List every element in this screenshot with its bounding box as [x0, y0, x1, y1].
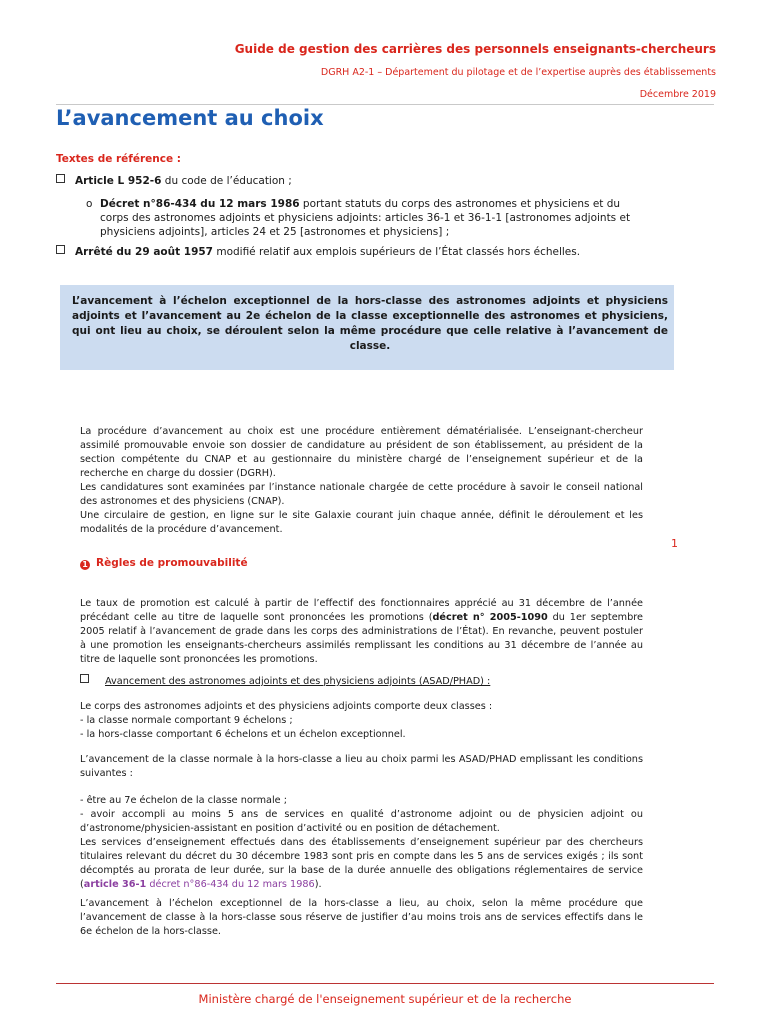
decree-reference: décret n° 2005-1090 [432, 612, 548, 623]
section-title: Règles de promouvabilité [96, 557, 248, 569]
corps-line-1: - la classe normale comportant 9 échelons ; [80, 715, 293, 726]
intro-paragraph [80, 425, 643, 537]
corps-line-2: - la hors-classe comportant 6 échelons et un échelon exceptionnel. [80, 729, 406, 740]
exceptional-echelon-paragraph: L’avancement à l’échelon exceptionnel de la hors-classe a lieu, au choix, selon la même procédure que l’avancement de classe à la hors-classe sous réserve de justifier d’au moins trois ans de services effectifs dans le 6e échelon de la hors-classe. [80, 898, 643, 937]
circle-bullet-icon: o [86, 198, 93, 210]
checkbox-square-icon [56, 245, 65, 254]
subheading-asad-phad: Avancement des astronomes adjoints et des physiciens adjoints (ASAD/PHAD) : [105, 676, 491, 687]
corps-intro: Le corps des astronomes adjoints et des physiciens adjoints comporte deux classes : [80, 701, 493, 712]
corps-description [80, 700, 643, 742]
condition-3 [80, 836, 643, 892]
reference-item-3 [56, 245, 656, 259]
numbered-bullet-icon: 1 [80, 560, 90, 570]
reference-text: du code de l’éducation ; [161, 175, 292, 187]
intro-p3: Une circulaire de gestion, en ligne sur le site Galaxie courant juin chaque année, définit le déroulement et les modalités de la procédure d’avancement. [80, 510, 643, 535]
condition-1: - être au 7e échelon de la classe normale ; [80, 795, 287, 806]
section-heading [80, 557, 248, 570]
intro-p1: La procédure d’avancement au choix est une procédure entièrement dématérialisée. L’enseignant-chercheur assimilé promouvable envoie son dossier de candidature au président de son établissement, au président de la section compétente du CNAP et au gestionnaire du ministère chargé de l’enseignement supérieur et de la recherche en charge du dossier (DGRH). [80, 426, 643, 479]
checkbox-square-icon [80, 674, 89, 683]
highlight-box-text: L’avancement à l’échelon exceptionnel de la hors-classe des astronomes adjoints et physiciens adjoints et l’avancement au 2e échelon de la classe exceptionnelle des astronomes et physiciens, qui ont lieu au choix, se déroulent selon la même procédure que celle relative à l’avancement de classe. [72, 295, 668, 352]
page-title: L’avancement au choix [56, 106, 324, 130]
promotion-rate-paragraph [80, 597, 643, 667]
reference-item-2 [86, 197, 645, 239]
subheading-row [80, 674, 643, 689]
conditions-list [80, 794, 643, 892]
footer-divider [56, 983, 714, 984]
checkbox-square-icon [56, 174, 65, 183]
condition-2: - avoir accompli au moins 5 ans de services en qualité d’astronome adjoint ou de physicien adjoint ou d’astronome/physicien-assistant en position d’activité ou en position de détachement. [80, 809, 643, 834]
hors-classe-conditions-intro: L’avancement de la classe normale à la hors-classe a lieu au choix parmi les ASAD/PHAD emplissant les conditions suivantes : [80, 754, 643, 779]
reference-bold: Arrêté du 29 août 1957 [75, 246, 213, 258]
header-date: Décembre 2019 [639, 89, 716, 100]
article-36-1-link[interactable]: article 36-1 décret n°86-434 du 12 mars 1986 [83, 879, 315, 890]
reference-item-1 [56, 174, 656, 188]
rate-text-b: du 1er septembre 2005 relatif à l’avancement de grade dans les corps des administrations de l’État). En revanche, peuvent postuler à une promotion les enseignants-chercheurs assimilés remplissant les conditions au 31 décembre de l’année au titre de laquelle sont prononcées les promotions. [80, 612, 643, 665]
header-guide-title: Guide de gestion des carrières des personnels enseignants-chercheurs [234, 42, 716, 56]
page-number: 1 [671, 537, 678, 550]
intro-p2: Les candidatures sont examinées par l’instance nationale chargée de cette procédure à savoir le conseil national des astronomes et des physiciens (CNAP). [80, 482, 643, 507]
rate-text-a: Le taux de promotion est calculé à partir de l’effectif des fonctionnaires apprécié au 31 décembre de l’année précédant celle au titre de laquelle sont prononcées les promotions ( [80, 598, 643, 623]
reference-bold: Décret n°86-434 du 12 mars 1986 [100, 198, 300, 210]
condition-3-text-a: Les services d’enseignement effectués dans des établissements d’enseignement supérieur par des chercheurs titulaires relevant du décret du 30 décembre 1983 sont pris en compte dans les 5 ans de services exigés ; ils sont décomptés au prorata de leur durée, sur la base de la durée annuelle des obligations réglementaires de service ( [80, 837, 643, 890]
reference-bold: Article L 952-6 [75, 175, 162, 187]
reference-text: modifié relatif aux emplois supérieurs de l’État classés hors échelles. [213, 246, 581, 258]
header-divider [56, 104, 714, 105]
references-heading: Textes de référence : [56, 153, 181, 165]
footer-ministry: Ministère chargé de l'enseignement supérieur et de la recherche [198, 992, 572, 1006]
header-department: DGRH A2-1 – Département du pilotage et de l’expertise auprès des établissements [320, 67, 716, 78]
condition-3-text-b: ). [314, 879, 322, 890]
reference-text: portant statuts du corps des astronomes et physiciens et du corps des astronomes adjoints et physiciens adjoints: articles 36-1 et 36-1-1 [astronomes adjoints et physiciens adjoints], articles 24 et 25 [astronomes et physiciens] ; [100, 198, 631, 238]
